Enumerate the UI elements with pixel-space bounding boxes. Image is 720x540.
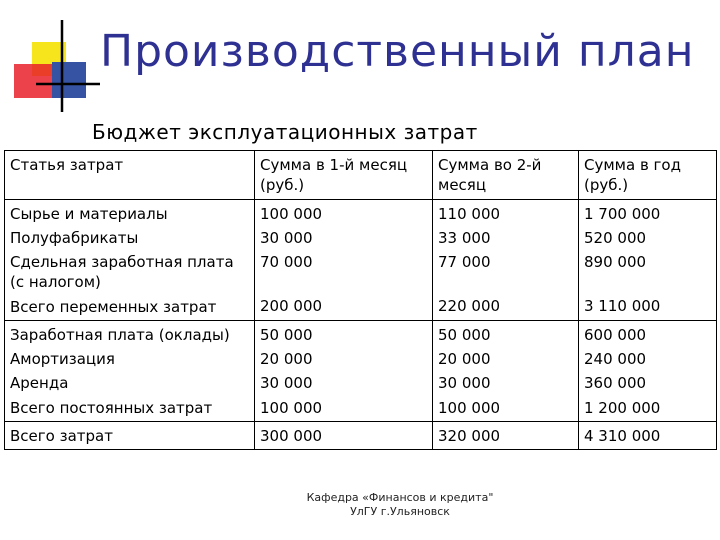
header-cost-item: Статья затрат: [5, 151, 255, 200]
total-row: [5, 421, 717, 449]
variable-month2-cell: [433, 199, 579, 320]
value: 33 000: [438, 228, 491, 247]
value: 20 000: [260, 350, 313, 368]
value: 240 000: [584, 350, 647, 368]
value: 50 000: [260, 325, 313, 344]
value: 1 700 000: [584, 204, 661, 223]
item-label: Сдельная заработная плата (с налогом): [10, 253, 234, 292]
item-label: Заработная плата (оклады): [10, 325, 230, 344]
value: 100 000: [438, 398, 501, 417]
value: 220 000: [438, 297, 501, 315]
fixed-month1-cell: [255, 320, 433, 421]
logo-red-square: [14, 64, 54, 98]
fixed-month2-cell: [433, 320, 579, 421]
item-label: Полуфабрикаты: [10, 228, 139, 247]
value: 20 000: [438, 350, 491, 368]
item-label: Амортизация: [10, 350, 115, 368]
variable-year-cell: [579, 199, 717, 320]
variable-month1-cell: [255, 199, 433, 320]
footer-note: Кафедра «Финансов и кредита" УлГУ г.Ульяновск: [306, 491, 494, 519]
variable-items-cell: [5, 199, 255, 320]
value: 600 000: [584, 325, 647, 344]
value: 3 110 000: [584, 297, 661, 315]
item-label: Сырье и материалы: [10, 204, 168, 223]
table-subtitle: Бюджет эксплуатационных затрат: [92, 120, 478, 144]
item-label: Всего переменных затрат: [10, 297, 217, 316]
value: 100 000: [260, 204, 323, 223]
decorative-squares-logo: [0, 0, 100, 130]
header-row: [5, 151, 717, 200]
total-label: Всего затрат: [5, 421, 255, 449]
header-month2: Сумма во 2-й месяц: [433, 151, 579, 200]
fixed-costs-row: [5, 320, 717, 421]
total-year: 4 310 000: [579, 421, 717, 449]
item-label: Всего постоянных затрат: [10, 398, 213, 417]
value: 1 200 000: [584, 398, 661, 417]
header-month1: Сумма в 1-й месяц (руб.): [255, 151, 433, 200]
value: 890 000: [584, 253, 647, 271]
value: 77 000: [438, 253, 491, 271]
value: 200 000: [260, 297, 323, 315]
value: 30 000: [260, 228, 313, 247]
value: 100 000: [260, 398, 323, 417]
header-year: Сумма в год (руб.): [579, 151, 717, 200]
item-label: Аренда: [10, 374, 69, 393]
value: 70 000: [260, 253, 313, 271]
value: 520 000: [584, 228, 647, 247]
budget-table: [4, 150, 717, 450]
total-month1: 300 000: [255, 421, 433, 449]
fixed-year-cell: [579, 320, 717, 421]
value: 30 000: [260, 374, 313, 393]
value: 110 000: [438, 204, 501, 223]
variable-costs-row: [5, 199, 717, 320]
logo-blue-square: [52, 62, 86, 98]
total-month2: 320 000: [433, 421, 579, 449]
value: 30 000: [438, 374, 491, 393]
value: 360 000: [584, 374, 647, 393]
value: 50 000: [438, 325, 491, 344]
fixed-items-cell: [5, 320, 255, 421]
page-title: Производственный план: [100, 26, 695, 77]
